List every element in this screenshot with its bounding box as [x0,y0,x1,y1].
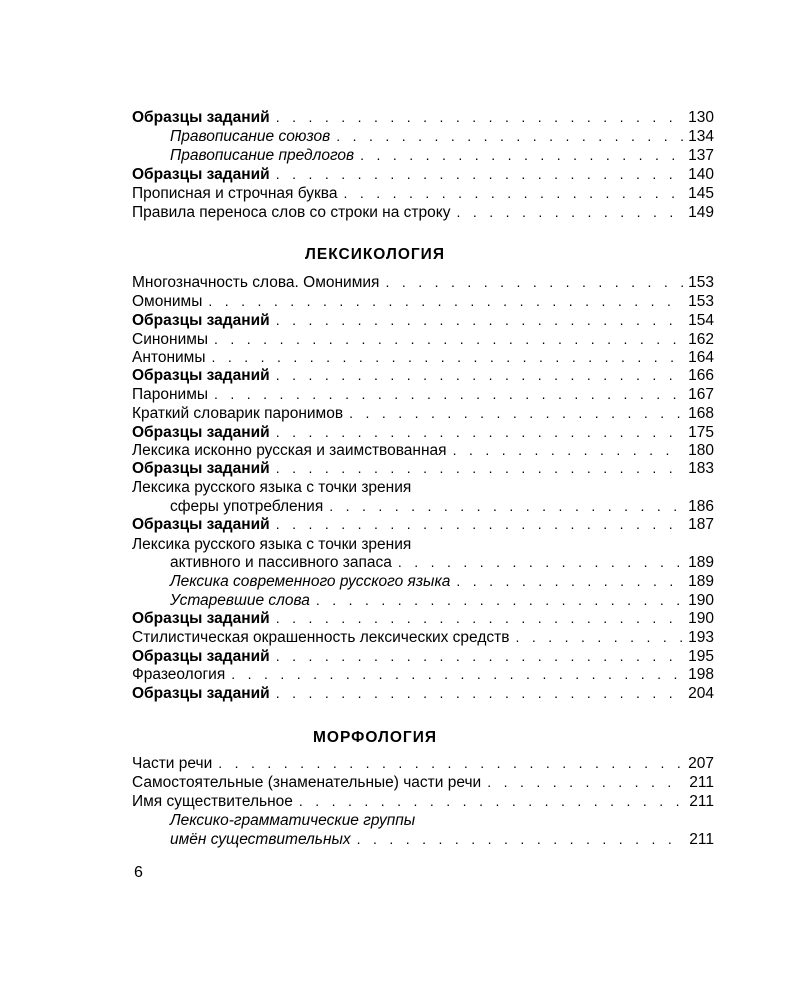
toc-entry: Образцы заданий . . . 183 [132,459,714,478]
toc-entry: активного и пассивного запаса . . . 189 [170,553,714,572]
page-ref: 153 [688,274,714,291]
toc-entry: Омонимы . . . 153 [132,292,714,311]
page-ref: 180 [688,442,714,459]
toc-entry: Имя существительное . . . 211 [132,792,714,811]
page-ref: 130 [688,109,714,126]
page-ref: 149 [688,204,714,221]
toc-entry-line1: Лексико-грамматические группы [170,812,416,829]
toc-entry: Образцы заданий . . . 204 [132,684,714,703]
toc-entry-line1: Лексика русского языка с точки зрения [132,536,412,553]
toc-entry: Образцы заданий . . . 187 [132,515,714,534]
toc-entry-line1: Лексика русского языка с точки зрения [132,479,412,496]
page-ref: 186 [688,498,714,515]
toc-entry: Правописание союзов . . . 134 [170,127,714,146]
section-heading-morphology: МОРФОЛОГИЯ [312,729,437,746]
page-ref: 193 [688,629,714,646]
page-ref: 164 [688,349,714,366]
page-ref: 145 [688,185,714,202]
toc-entry: Образцы заданий . . . 130 [132,108,714,127]
page-ref: 190 [688,592,714,609]
page-ref: 198 [688,666,714,683]
page-ref: 154 [688,312,714,329]
toc-entry: Образцы заданий . . . 166 [132,366,714,385]
toc-entry: Многозначность слова. Омонимия . . . 153 [132,273,714,292]
toc-entry: Образцы заданий . . . 175 [132,423,714,442]
toc-entry: Образцы заданий . . . 154 [132,311,714,330]
page-ref: 189 [688,573,714,590]
toc-entry: Правописание предлогов . . . 137 [170,146,714,165]
page-ref: 183 [688,460,714,477]
toc-entry: Самостоятельные (знаменательные) части речи . . . 211 [132,773,714,792]
page-ref: 168 [688,405,714,422]
page-ref: 166 [688,367,714,384]
toc-entry: имён существительных . . . 211 [170,830,714,849]
toc-entry: Лексика исконно русская и заимствованная . . . 180 [132,441,714,460]
toc-entry: сферы употребления . . . 186 [170,497,714,516]
page-ref: 211 [689,793,714,810]
toc-entry: Образцы заданий . . . 140 [132,165,714,184]
page-ref: 189 [688,554,714,571]
page-ref: 140 [688,166,714,183]
toc-entry: Части речи . . . 207 [132,754,714,773]
toc-entry: Фразеология . . . 198 [132,665,714,684]
page-ref: 175 [688,424,714,441]
toc-entry: Образцы заданий . . . 195 [132,647,714,666]
page-ref: 211 [689,774,714,791]
page-ref: 190 [688,610,714,627]
page-ref: 162 [688,331,714,348]
page-ref: 187 [688,516,714,533]
toc-entry: Правила переноса слов со строки на строку . . . 149 [132,203,714,222]
toc-entry: Синонимы . . . 162 [132,330,714,349]
toc-entry: Образцы заданий . . . 190 [132,609,714,628]
section-heading-lexicology: ЛЕКСИКОЛОГИЯ [305,246,445,263]
page-ref: 211 [689,831,714,848]
page-number: 6 [134,864,143,881]
toc-entry: Паронимы . . . 167 [132,385,714,404]
page-ref: 153 [688,293,714,310]
page-ref: 167 [688,386,714,403]
toc-entry: Краткий словарик паронимов . . . 168 [132,404,714,423]
toc-entry: Антонимы . . . 164 [132,348,714,367]
toc-entry: Лексика современного русского языка . . . 189 [170,572,714,591]
page-ref: 134 [688,128,714,145]
toc-entry: Стилистическая окрашенность лексических средств . . . 193 [132,628,714,647]
page-ref: 137 [688,147,714,164]
toc-entry: Устаревшие слова . . . 190 [170,591,714,610]
page-ref: 207 [688,755,714,772]
page-ref: 195 [688,648,714,665]
page-ref: 204 [688,685,714,702]
toc-entry: Прописная и строчная буква . . . 145 [132,184,714,203]
